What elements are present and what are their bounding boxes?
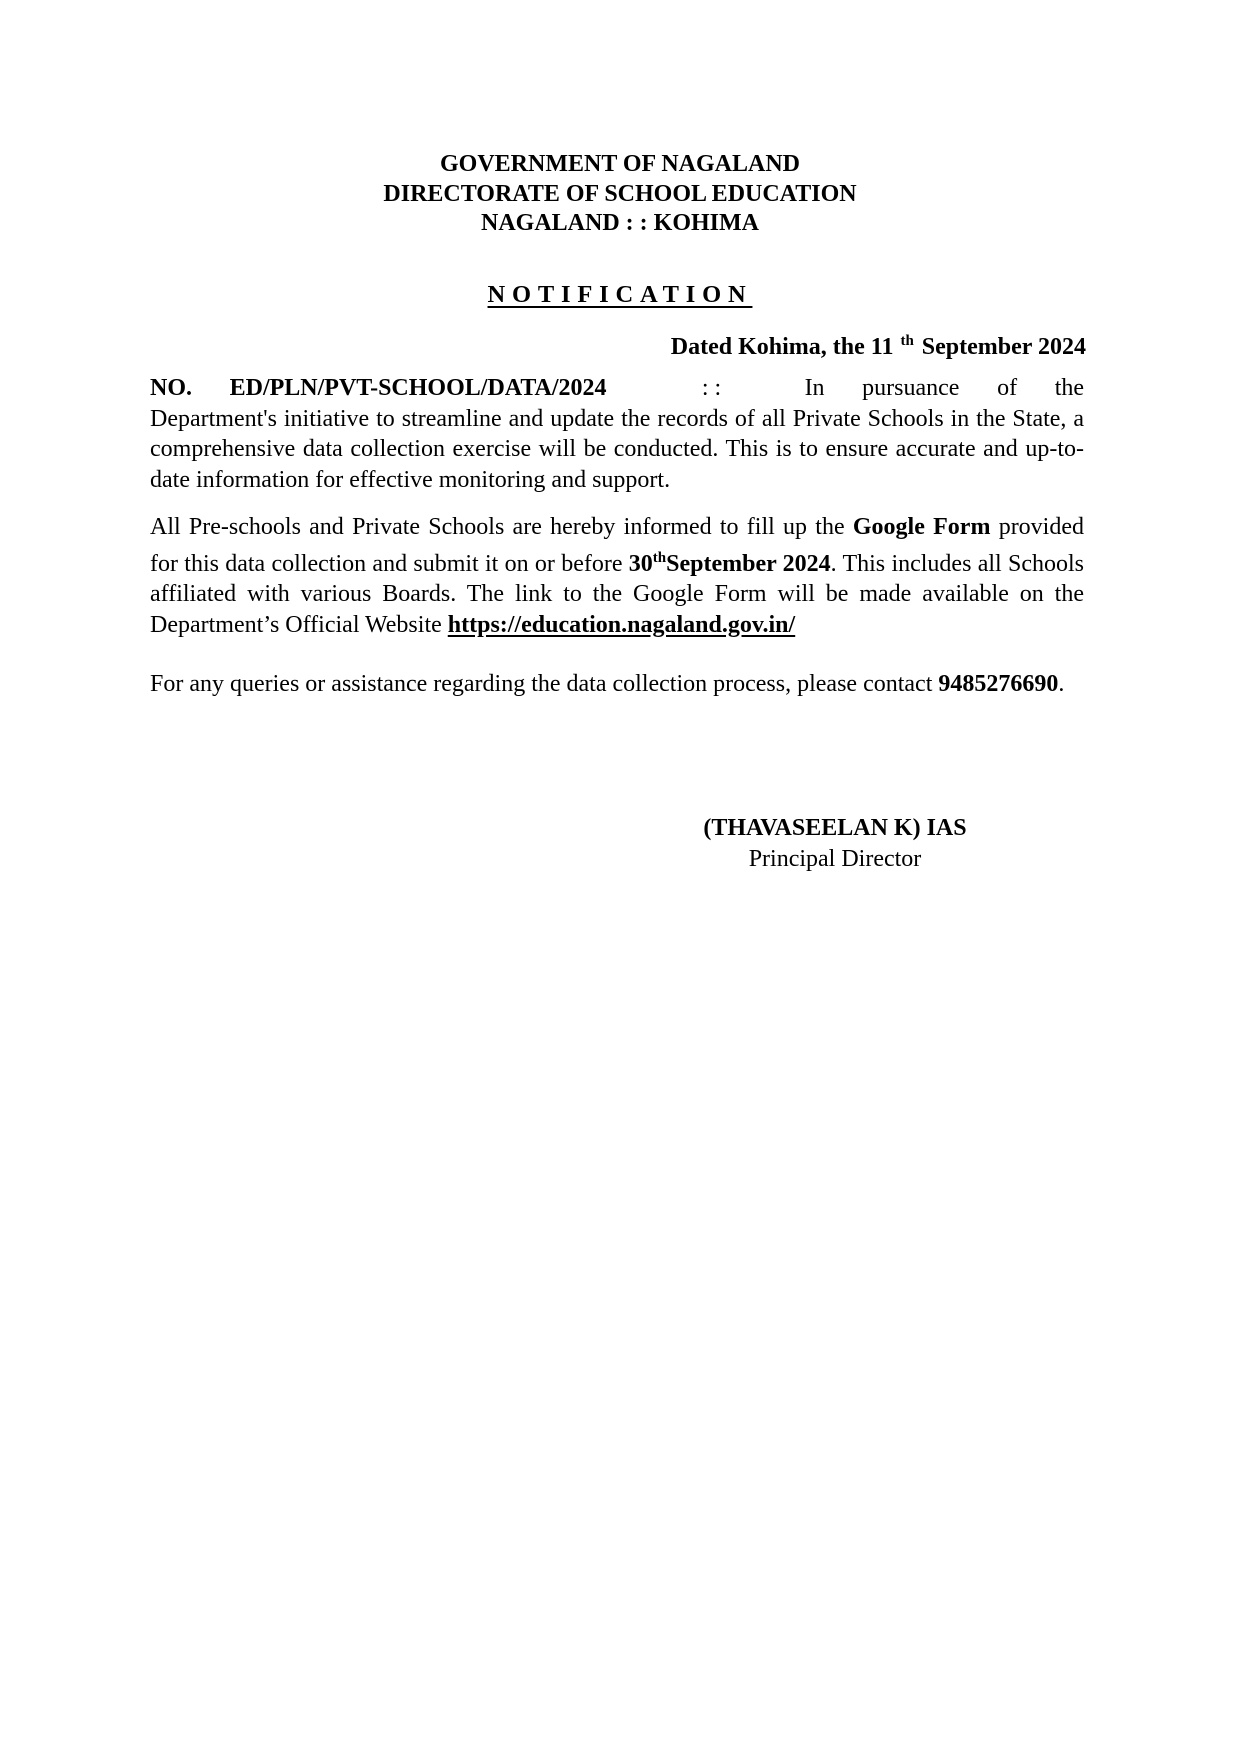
reference-number: NO. ED/PLN/PVT-SCHOOL/DATA/2024	[150, 375, 607, 401]
paragraph-instructions	[150, 512, 1084, 640]
letterhead-location: NAGALAND : : KOHIMA	[481, 210, 759, 236]
deadline-day: 30	[628, 550, 653, 577]
date-prefix: Dated Kohima, the 11	[670, 334, 894, 360]
deadline-date	[629, 551, 831, 577]
date-line	[671, 326, 1086, 362]
reference-separator: : :	[701, 375, 722, 401]
date-month-year: September 2024	[921, 334, 1086, 360]
contact-text: For any queries or assistance regarding the data collection process, please contact	[150, 671, 939, 697]
paragraph-intro-text: In pursuance of the Department's initiative to streamline and update the records of all Private Schools in the State, a comprehensive data collection exercise will be conducted. This is to ensure accurate and up-to-date information for effective monitoring and support.	[150, 375, 1085, 493]
instructions-text-a: All Pre-schools and Private Schools are hereby informed to fill up the	[150, 514, 853, 540]
document-title-text: NOTIFICATION	[487, 281, 753, 308]
paragraph-intro	[150, 373, 1084, 495]
google-form-label: Google Form	[852, 514, 991, 540]
contact-end: .	[1058, 671, 1065, 697]
instructions-text-b: provided for this data collection and submit it on or before	[150, 514, 1085, 577]
instructions-text-c: . This includes all Schools affiliated with various Boards. The link to the Google Form will be made available on the Department’s Official Website	[150, 550, 1084, 638]
letterhead-government: GOVERNMENT OF NAGALAND	[439, 151, 800, 177]
date-ordinal-suffix: th	[900, 333, 914, 349]
website-link[interactable]: https://education.nagaland.gov.in/	[447, 611, 796, 638]
contact-phone: 9485276690	[938, 671, 1059, 697]
deadline-month-year: September 2024	[666, 550, 831, 577]
signatory-designation: Principal Director	[748, 846, 922, 872]
document-title	[0, 280, 1240, 310]
signatory-name: (THAVASEELAN K) IAS	[703, 815, 967, 841]
letterhead	[0, 150, 1240, 239]
signature-block	[690, 813, 980, 875]
letterhead-directorate: DIRECTORATE OF SCHOOL EDUCATION	[383, 180, 857, 207]
deadline-ordinal-suffix: th	[652, 549, 667, 566]
paragraph-contact	[150, 669, 1084, 700]
